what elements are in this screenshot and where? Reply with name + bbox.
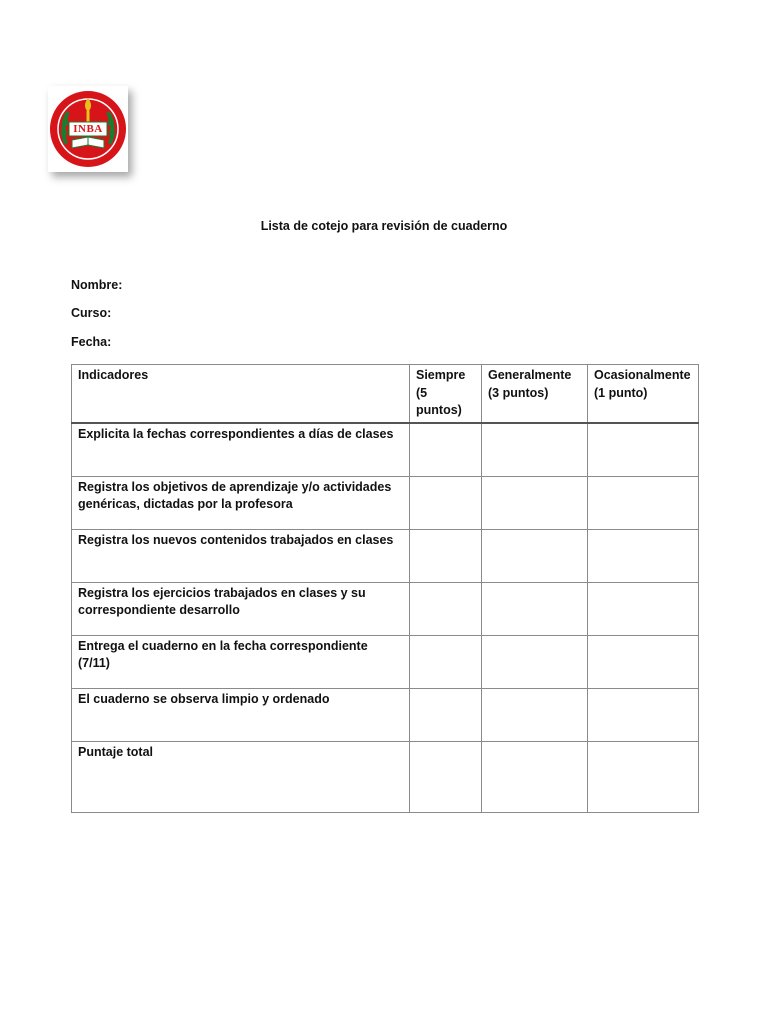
header-occasionally: Ocasionalmente (1 punto) [588,365,699,423]
total-cell-occasionally[interactable] [588,741,699,812]
score-cell-generally[interactable] [482,476,588,529]
logo-text: INBA [73,123,103,135]
checklist-table [71,364,699,813]
total-label-cell: Puntaje total [72,741,410,812]
score-cell-generally[interactable] [482,582,588,635]
indicator-cell: Entrega el cuaderno en la fecha correspondiente (7/11) [72,635,410,688]
score-cell-always[interactable] [410,582,482,635]
score-cell-generally[interactable] [482,529,588,582]
table-row [72,582,699,635]
score-cell-generally[interactable] [482,635,588,688]
score-cell-occasionally[interactable] [588,582,699,635]
score-cell-always[interactable] [410,688,482,741]
table-row [72,635,699,688]
header-generally: Generalmente (3 puntos) [482,365,588,423]
date-label: Fecha: [71,335,112,349]
total-cell-always[interactable] [410,741,482,812]
score-cell-always[interactable] [410,423,482,477]
indicator-cell: Explicita la fechas correspondientes a días de clases [72,423,410,477]
score-cell-always[interactable] [410,476,482,529]
table-row [72,688,699,741]
score-cell-generally[interactable] [482,688,588,741]
table-header-row [72,365,699,423]
score-cell-always[interactable] [410,529,482,582]
score-cell-generally[interactable] [482,423,588,477]
indicator-cell: Registra los objetivos de aprendizaje y/o actividades genéricas, dictadas por la profesora [72,476,410,529]
course-label: Curso: [71,306,112,320]
table-row [72,476,699,529]
indicator-cell: El cuaderno se observa limpio y ordenado [72,688,410,741]
score-cell-occasionally[interactable] [588,476,699,529]
score-cell-occasionally[interactable] [588,635,699,688]
name-label: Nombre: [71,278,123,292]
indicator-cell: Registra los ejercicios trabajados en clases y su correspondiente desarrollo [72,582,410,635]
header-always: Siempre (5 puntos) [410,365,482,423]
score-cell-occasionally[interactable] [588,688,699,741]
header-indicators: Indicadores [72,365,410,423]
table-row [72,529,699,582]
total-row [72,741,699,812]
table-row [72,423,699,477]
document-title: Lista de cotejo para revisión de cuaderno [260,219,508,233]
score-cell-always[interactable] [410,635,482,688]
score-cell-occasionally[interactable] [588,529,699,582]
school-logo [48,86,128,172]
total-cell-generally[interactable] [482,741,588,812]
score-cell-occasionally[interactable] [588,423,699,477]
indicator-cell: Registra los nuevos contenidos trabajados en clases [72,529,410,582]
